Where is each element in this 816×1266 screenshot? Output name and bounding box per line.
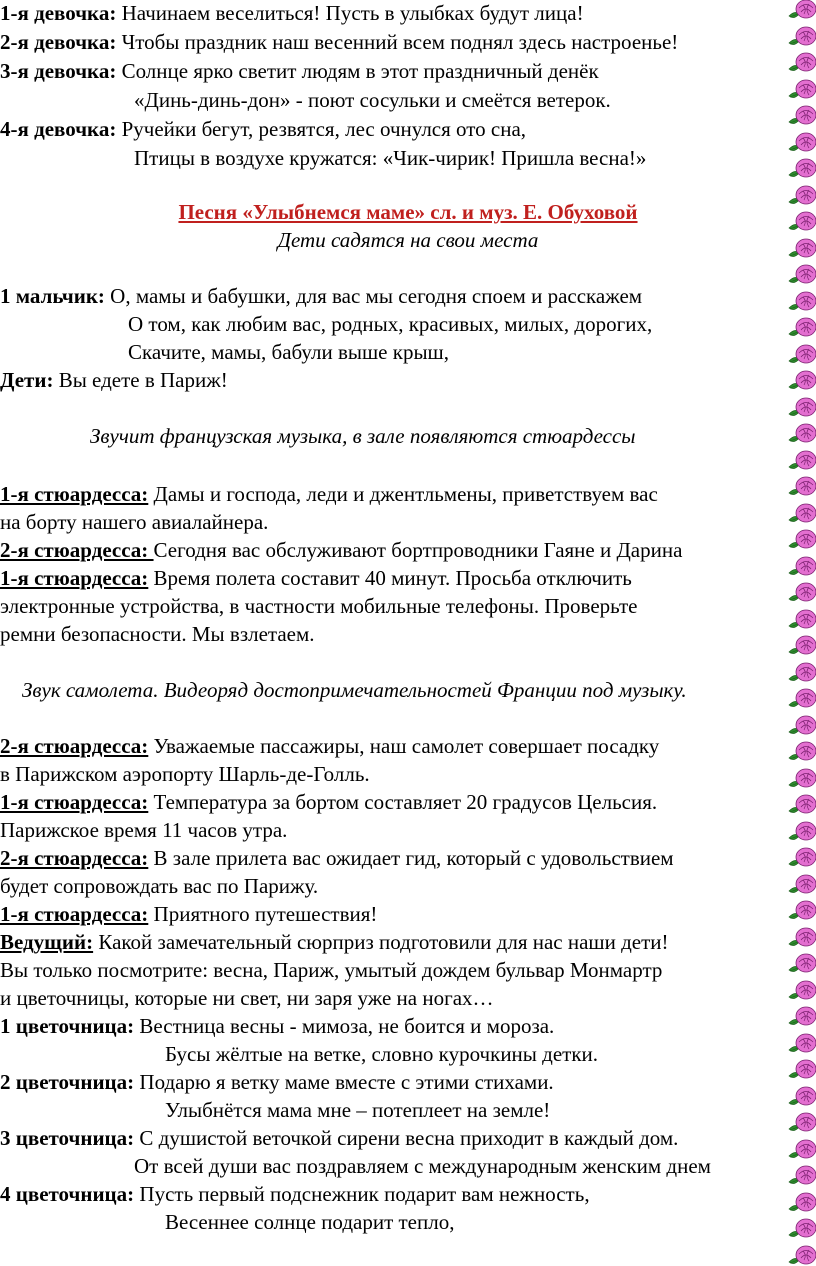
song-title (0, 199, 816, 226)
speaker-label: 3 цветочница: (0, 1126, 135, 1150)
pink-rose-icon (787, 765, 816, 792)
pink-rose-icon (787, 579, 816, 606)
pink-rose-icon (787, 49, 816, 76)
line-23 (0, 789, 657, 816)
speaker-label: 1 мальчик: (0, 284, 105, 308)
speaker-label: 2-я стюардесса: (0, 538, 154, 562)
speaker-label: 2-я стюардесса: (0, 734, 149, 758)
line-35 (0, 1125, 678, 1152)
pink-rose-icon (787, 738, 816, 765)
line-3 (0, 58, 599, 85)
pink-rose-icon (787, 367, 816, 394)
speaker-label: 2-я девочка: (0, 30, 117, 54)
line-text: Сегодня вас обслуживают бортпроводники Гаяне и Дарина (153, 538, 683, 562)
pink-rose-icon (787, 844, 816, 871)
line-text: Солнце ярко светит людям в этот праздничный денёк (116, 59, 599, 83)
speaker-label: 1 цветочница: (0, 1014, 135, 1038)
line-text: Пусть первый подснежник подарит вам нежность, (134, 1182, 590, 1206)
line-36 (134, 1153, 711, 1180)
line-text: ремни безопасности. Мы взлетаем. (0, 622, 315, 646)
song-title-text: Песня «Улыбнемся маме» сл. и муз. Е. Обуховой (178, 200, 638, 224)
pink-rose-icon (787, 1083, 816, 1110)
line-text: Вы только посмотрите: весна, Париж, умытый дождем бульвар Монмартр (0, 958, 663, 982)
line-text: Температура за бортом составляет 20 градусов Цельсия. (148, 790, 658, 814)
line-17 (0, 565, 632, 592)
pink-rose-icon (787, 288, 816, 315)
pink-rose-icon (787, 1189, 816, 1216)
line-37 (0, 1181, 590, 1208)
line-text: Начинаем веселиться! Пусть в улыбках будут лица! (116, 1, 584, 25)
line-6 (134, 145, 646, 172)
line-text: «Динь-динь-дон» - поют сосульки и смеётся ветерок. (134, 88, 611, 112)
pink-rose-icon (787, 871, 816, 898)
line-text: будет сопровождать вас по Парижу. (0, 874, 319, 898)
pink-rose-icon (787, 1109, 816, 1136)
line-34 (165, 1097, 550, 1124)
speaker-label: 1-я стюардесса: (0, 790, 149, 814)
line-38 (165, 1209, 454, 1236)
speaker-label: 1-я стюардесса: (0, 566, 149, 590)
line-19 (0, 621, 315, 648)
rose-border (786, 0, 816, 1266)
line-18 (0, 593, 637, 620)
pink-rose-icon (787, 235, 816, 262)
line-text: Дамы и господа, леди и джентльмены, приветствуем вас (148, 482, 658, 506)
pink-rose-icon (787, 0, 816, 23)
line-10 (128, 311, 652, 338)
pink-rose-icon (787, 314, 816, 341)
pink-rose-icon (787, 1215, 816, 1242)
line-text: О, мамы и бабушки, для вас мы сегодня споем и расскажем (104, 284, 643, 308)
pink-rose-icon (787, 447, 816, 474)
line-text: Уважаемые пассажиры, наш самолет совершает посадку (148, 734, 660, 758)
speaker-label: 1-я стюардесса: (0, 902, 149, 926)
speaker-label: Ведущий: (0, 930, 94, 954)
line-text: Скачите, мамы, бабули выше крыш, (128, 340, 449, 364)
stage-direction (22, 677, 687, 704)
pink-rose-icon (787, 23, 816, 50)
speaker-label: 1-я девочка: (0, 1, 117, 25)
pink-rose-icon (787, 950, 816, 977)
pink-rose-icon (787, 659, 816, 686)
pink-rose-icon (787, 526, 816, 553)
pink-rose-icon (787, 977, 816, 1004)
pink-rose-icon (787, 208, 816, 235)
pink-rose-icon (787, 818, 816, 845)
speaker-label: 3-я девочка: (0, 59, 117, 83)
line-33 (0, 1069, 554, 1096)
speaker-label: 4 цветочница: (0, 1182, 135, 1206)
pink-rose-icon (787, 1136, 816, 1163)
pink-rose-icon (787, 76, 816, 103)
line-26 (0, 873, 318, 900)
pink-rose-icon (787, 102, 816, 129)
pink-rose-icon (787, 712, 816, 739)
pink-rose-icon (787, 1056, 816, 1083)
pink-rose-icon (787, 473, 816, 500)
stage-direction (0, 227, 816, 254)
line-9 (0, 283, 642, 310)
pink-rose-icon (787, 606, 816, 633)
line-text: С душистой веточкой сирени весна приходит в каждый дом. (134, 1126, 679, 1150)
pink-rose-icon (787, 791, 816, 818)
speaker-label: 2 цветочница: (0, 1070, 135, 1094)
line-text: Птицы в воздухе кружатся: «Чик-чирик! Пришла весна!» (134, 146, 647, 170)
stage-direction (90, 423, 636, 450)
line-text: в Парижском аэропорту Шарль-де-Голль. (0, 762, 370, 786)
pink-rose-icon (787, 1242, 816, 1266)
line-15 (0, 509, 268, 536)
speaker-label: 4-я девочка: (0, 117, 117, 141)
line-text: Время полета составит 40 минут. Просьба отключить (148, 566, 632, 590)
pink-rose-icon (787, 420, 816, 447)
line-16 (0, 537, 682, 564)
line-text: Ручейки бегут, резвятся, лес очнулся ото сна, (116, 117, 527, 141)
line-text: Улыбнётся мама мне – потеплеет на земле! (165, 1098, 551, 1122)
line-30 (0, 985, 494, 1012)
line-text: Приятного путешествия! (148, 902, 378, 926)
speaker-label: 1-я стюардесса: (0, 482, 149, 506)
line-21 (0, 733, 659, 760)
line-text: Звучит французская музыка, в зале появляются стюардессы (90, 424, 636, 448)
line-14 (0, 481, 658, 508)
pink-rose-icon (787, 500, 816, 527)
speaker-label: Дети: (0, 368, 54, 392)
line-text: Весеннее солнце подарит тепло, (165, 1210, 455, 1234)
line-text: Вы едете в Париж! (53, 368, 228, 392)
pink-rose-icon (787, 341, 816, 368)
pink-rose-icon (787, 394, 816, 421)
line-text: Вестница весны - мимоза, не боится и мороза. (134, 1014, 555, 1038)
pink-rose-icon (787, 129, 816, 156)
line-text: Чтобы праздник наш весенний всем поднял здесь настроенье! (116, 30, 679, 54)
line-text: Дети садятся на свои места (277, 228, 539, 252)
line-2 (0, 29, 678, 56)
line-31 (0, 1013, 554, 1040)
line-text: на борту нашего авиалайнера. (0, 510, 269, 534)
line-text: электронные устройства, в частности мобильные телефоны. Проверьте (0, 594, 638, 618)
pink-rose-icon (787, 897, 816, 924)
line-5 (0, 116, 526, 143)
pink-rose-icon (787, 1162, 816, 1189)
speaker-label: 2-я стюардесса: (0, 846, 149, 870)
pink-rose-icon (787, 182, 816, 209)
line-text: и цветочницы, которые ни свет, ни заря уже на ногах… (0, 986, 494, 1010)
pink-rose-icon (787, 261, 816, 288)
pink-rose-icon (787, 553, 816, 580)
line-text: Бусы жёлтые на ветке, словно курочкины детки. (165, 1042, 599, 1066)
line-12 (0, 367, 228, 394)
line-11 (128, 339, 449, 366)
line-text: От всей души вас поздравляем с международным женским днем (134, 1154, 711, 1178)
line-24 (0, 817, 287, 844)
pink-rose-icon (787, 924, 816, 951)
line-22 (0, 761, 370, 788)
pink-rose-icon (787, 155, 816, 182)
pink-rose-icon (787, 1003, 816, 1030)
pink-rose-icon (787, 1030, 816, 1057)
pink-rose-icon (787, 632, 816, 659)
line-1 (0, 0, 584, 27)
line-text: Парижское время 11 часов утра. (0, 818, 288, 842)
line-25 (0, 845, 674, 872)
line-text: Какой замечательный сюрприз подготовили для нас наши дети! (93, 930, 669, 954)
line-32 (165, 1041, 598, 1068)
line-4 (134, 87, 611, 114)
line-29 (0, 957, 662, 984)
line-text: В зале прилета вас ожидает гид, который с удовольствием (148, 846, 674, 870)
line-text: Звук самолета. Видеоряд достопримечательностей Франции под музыку. (22, 678, 687, 702)
line-text: Подарю я ветку маме вместе с этими стихами. (134, 1070, 554, 1094)
line-27 (0, 901, 377, 928)
line-28 (0, 929, 669, 956)
line-text: О том, как любим вас, родных, красивых, милых, дорогих, (128, 312, 653, 336)
pink-rose-icon (787, 685, 816, 712)
